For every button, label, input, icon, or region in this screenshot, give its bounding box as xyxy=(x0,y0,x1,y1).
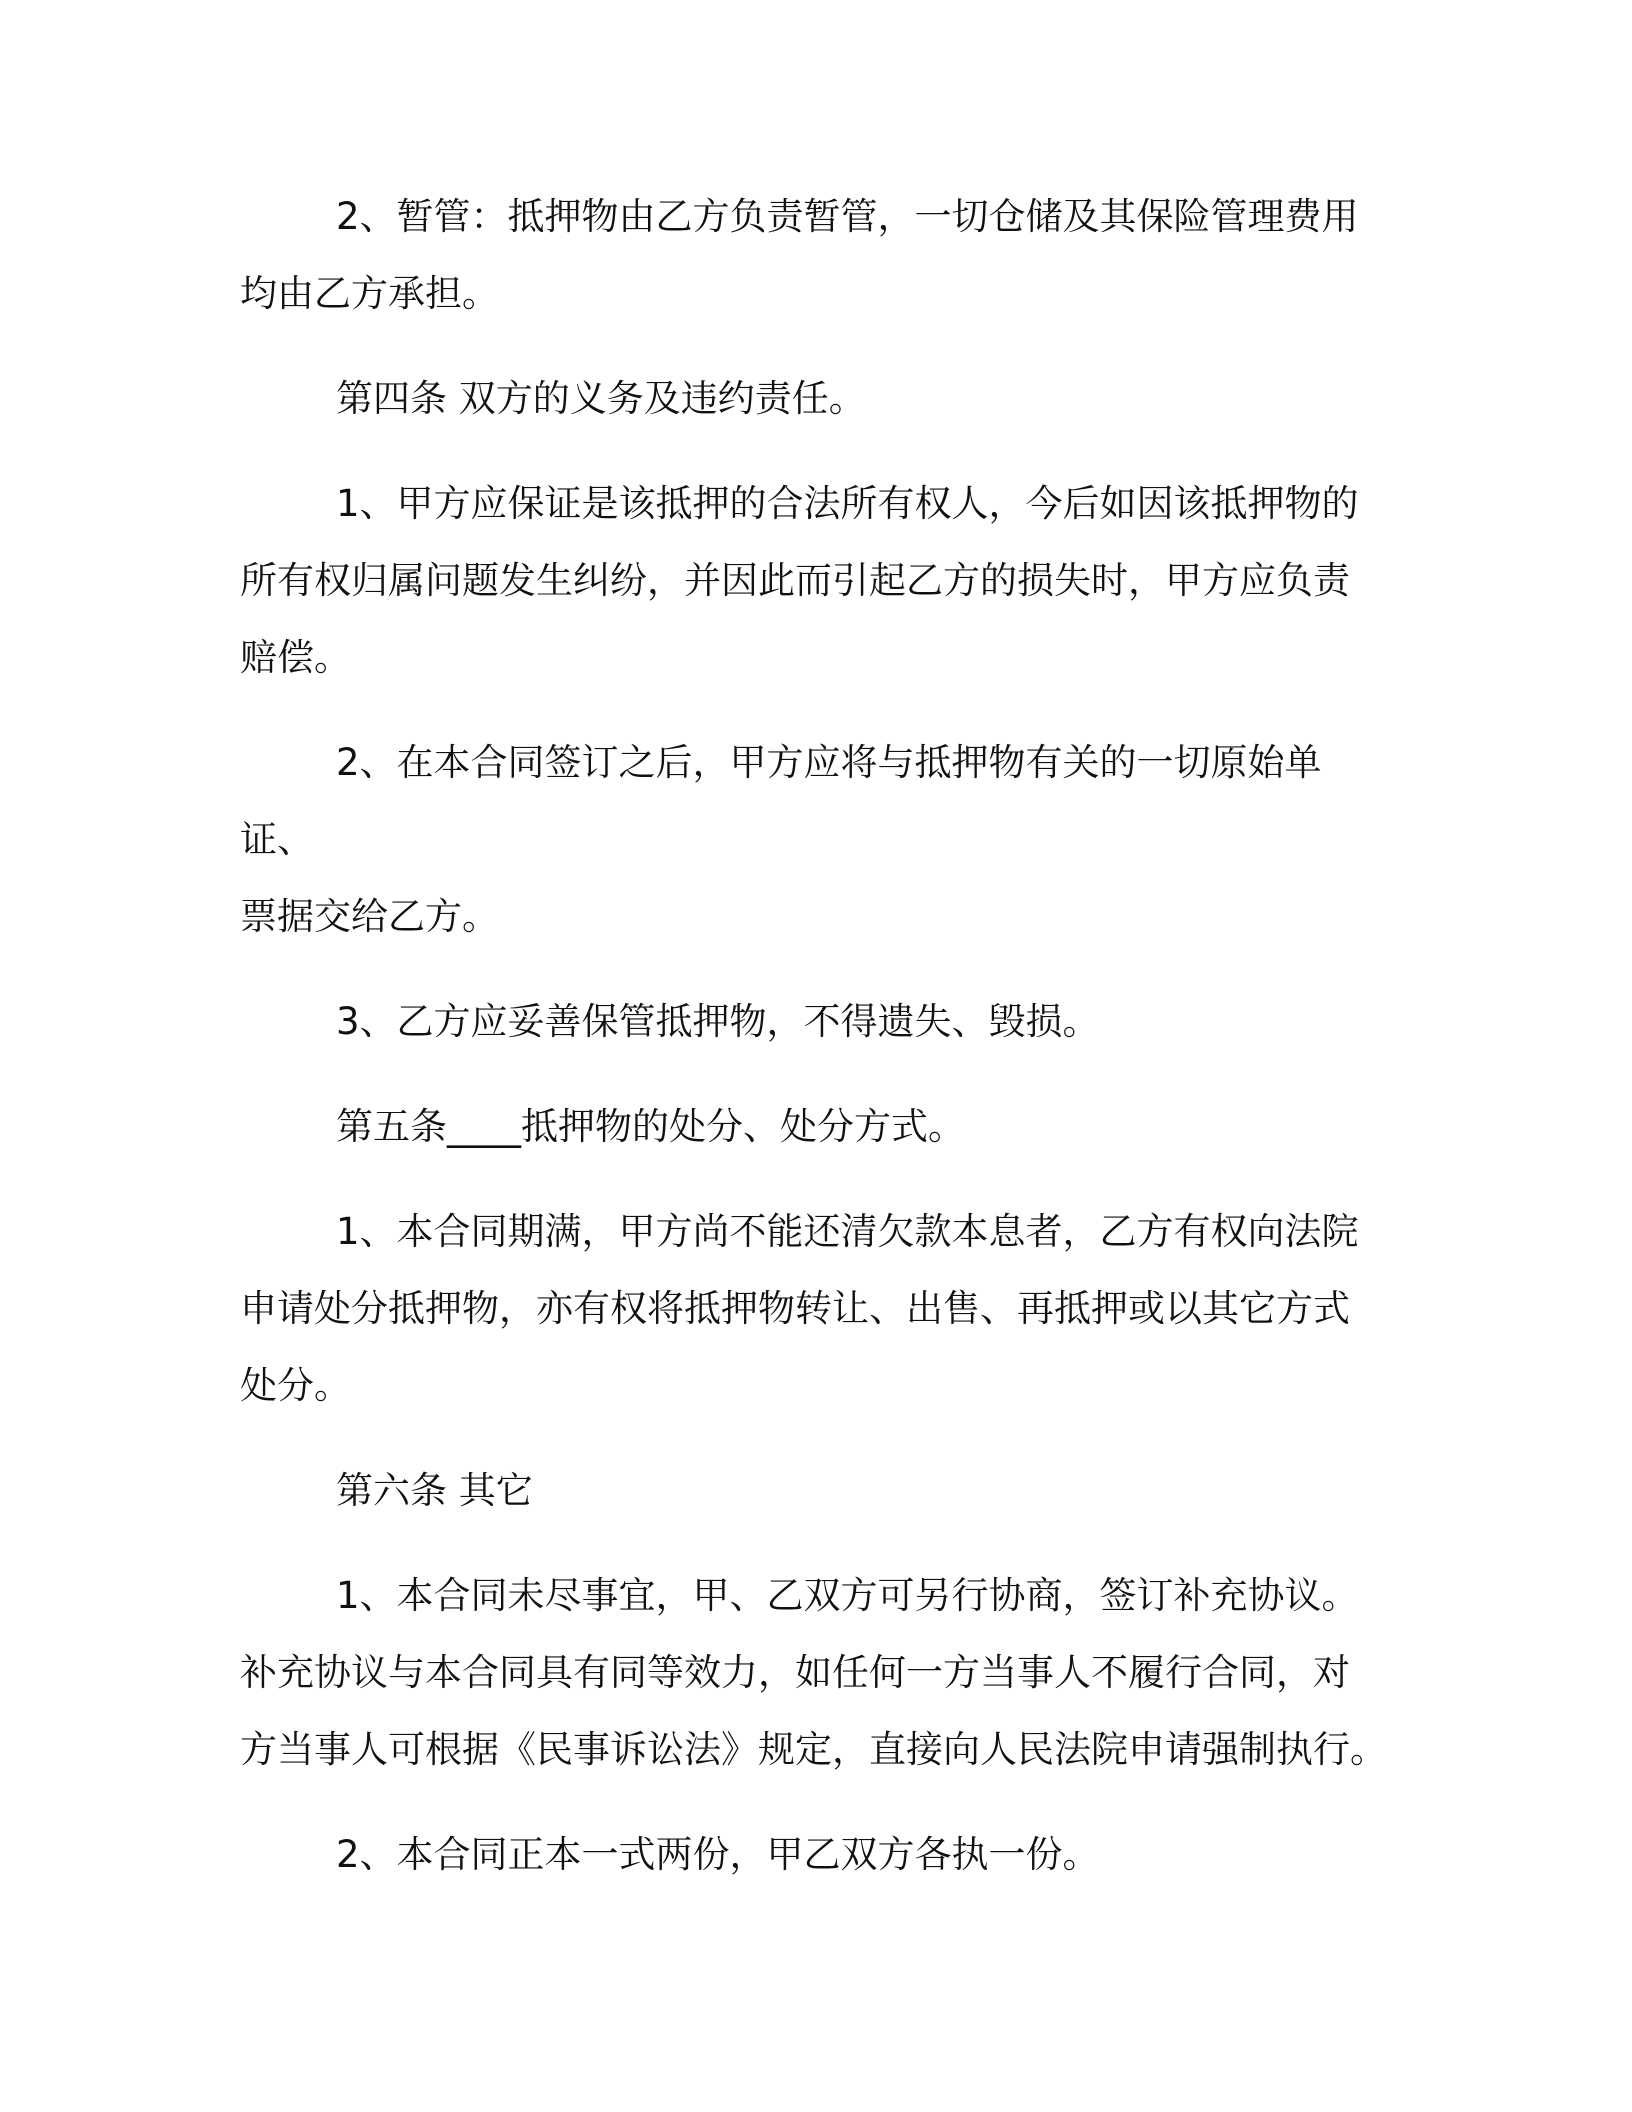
paragraph-line: 3、乙方应妥善保管抵押物，不得遗失、毁损。 xyxy=(336,1000,1100,1043)
paragraph-line: 所有权归属问题发生纠纷，并因此而引起乙方的损失时，甲方应负责 xyxy=(240,559,1350,602)
paragraph-line: 均由乙方承担。 xyxy=(240,272,499,315)
paragraph-ownership xyxy=(240,465,1390,696)
paragraph-line: 赔偿。 xyxy=(240,636,351,679)
paragraph-line: 2、暂管：抵押物由乙方负责暂管，一切仓储及其保险管理费用 xyxy=(336,195,1359,238)
paragraph-line: 处分。 xyxy=(240,1364,351,1407)
paragraph-line: 2、在本合同签订之后，甲方应将与抵押物有关的一切原始单证、 xyxy=(240,741,1322,861)
paragraph-line: 第四条 双方的义务及违约责任。 xyxy=(336,377,866,420)
paragraph-line: 2、本合同正本一式两份，甲乙双方各执一份。 xyxy=(336,1833,1100,1876)
article-4-heading xyxy=(240,360,1390,437)
paragraph-disposal xyxy=(240,1193,1390,1424)
paragraph-line: 第五条____抵押物的处分、处分方式。 xyxy=(336,1105,965,1148)
article-5-heading xyxy=(240,1088,1390,1165)
paragraph-line: 第六条 其它 xyxy=(336,1469,533,1512)
paragraph-line: 票据交给乙方。 xyxy=(240,895,499,938)
paragraph-copies xyxy=(240,1816,1390,1893)
paragraph-safekeeping xyxy=(240,983,1390,1060)
paragraph-line: 1、本合同未尽事宜，甲、乙双方可另行协商，签订补充协议。 xyxy=(336,1574,1359,1617)
paragraph-line: 补充协议与本合同具有同等效力，如任何一方当事人不履行合同，对 xyxy=(240,1651,1350,1694)
article-6-heading xyxy=(240,1452,1390,1529)
paragraph-documents xyxy=(240,724,1390,955)
paragraph-line: 1、本合同期满，甲方尚不能还清欠款本息者，乙方有权向法院 xyxy=(336,1210,1359,1253)
paragraph-supplement xyxy=(240,1557,1390,1788)
paragraph-line: 1、甲方应保证是该抵押的合法所有权人，今后如因该抵押物的 xyxy=(336,482,1359,525)
paragraph-custody xyxy=(240,178,1390,332)
document-body xyxy=(240,178,1390,1921)
paragraph-line: 方当事人可根据《民事诉讼法》规定，直接向人民法院申请强制执行。 xyxy=(240,1728,1387,1771)
paragraph-line: 申请处分抵押物，亦有权将抵押物转让、出售、再抵押或以其它方式 xyxy=(240,1287,1350,1330)
